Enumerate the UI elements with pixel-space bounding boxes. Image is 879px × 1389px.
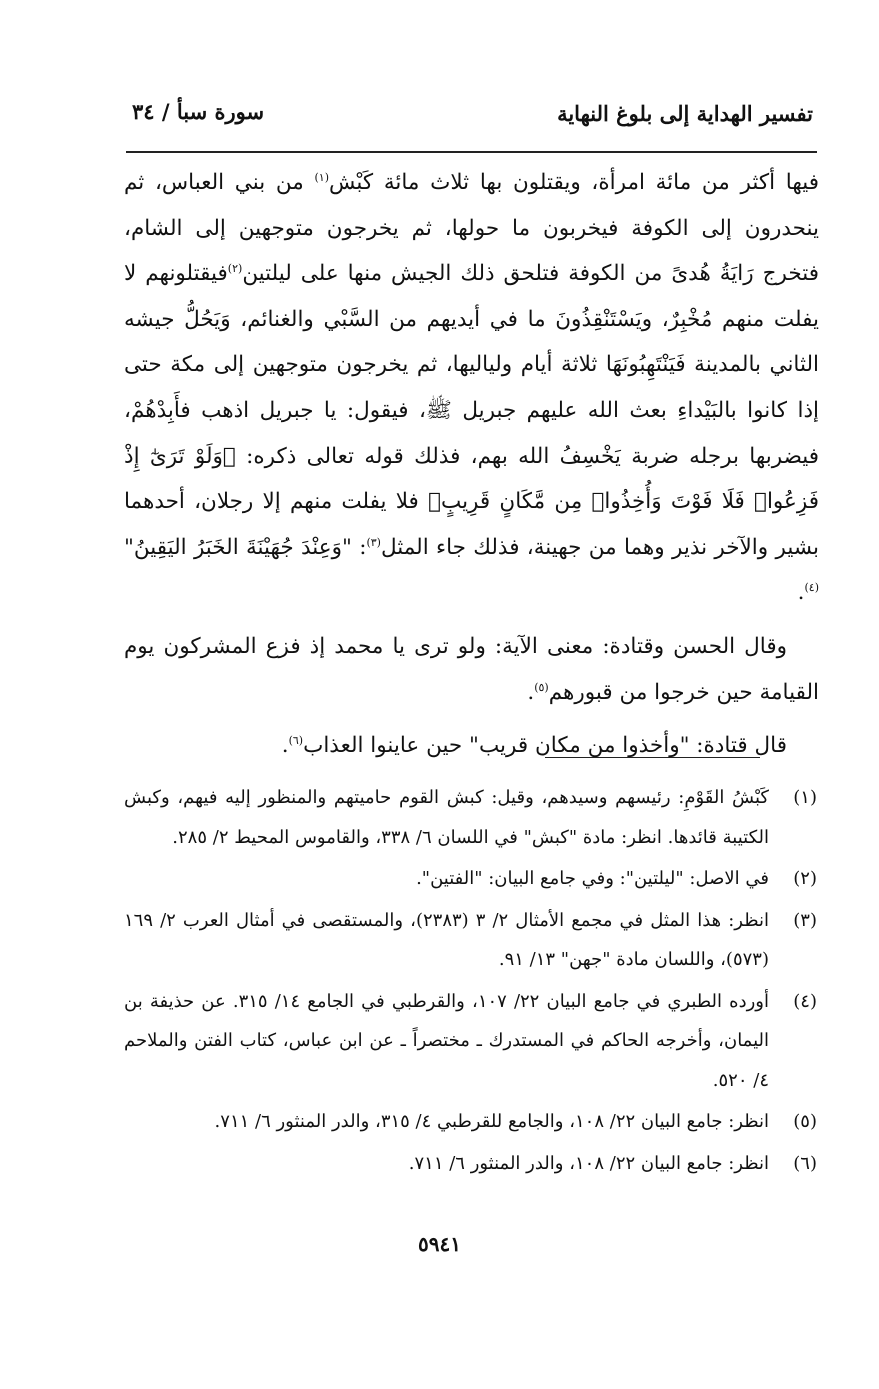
book-title: تفسير الهداية إلى بلوغ النهاية <box>557 101 813 126</box>
footnote-ref: (٦) <box>288 733 304 747</box>
text-run: فيقتلونهم لا يفلت منهم مُخْبِرٌ، ويَسْتَنْقِذُونَ ما في أيديهم من السَّبْي والغنائم، وَيَحُلُّ جيشه الثاني بالمدينة فَيَنْتَهِبُونَهَا ثلاثة أيام ولياليها، ثم يخرجون متوجهين إلى مكة حتى إذا كانوا بالبَيْداءِ بعث الله عليهم جبريل ﷺ، فيقول: يا جبريل اذهب فأَبِدْهُمْ، فيضربها برجله ضربة يَخْسِفُ الله بهم، فذلك قوله تعالى ذكره: <box>124 261 819 469</box>
footnote-text: أورده الطبري في جامع البيان ٢٢/ ١٠٧، والقرطبي في الجامع ١٤/ ٣١٥. عن حذيفة بن اليمان، وأخرجه الحاكم في المستدرك ـ مختصراً ـ عن ابن عباس، كتاب الفتن والملاحم ٤/ ٥٢٠. <box>124 990 769 1091</box>
paragraph-3 <box>124 723 819 769</box>
text-run: . <box>281 733 289 759</box>
footnote-separator <box>545 757 760 758</box>
footnote-text: في الاصل: "ليلتين": وفي جامع البيان: "الفتين". <box>416 868 769 889</box>
footnote-number: (٥) <box>793 1111 817 1132</box>
paragraph-2 <box>124 624 819 715</box>
running-header <box>126 93 817 153</box>
text-run: وقال الحسن وقتادة: معنى الآية: ولو ترى يا محمد إذ فزع المشركون يوم القيامة حين خرجوا من قبورهم <box>124 633 819 705</box>
page-number: ٥٩٤١ <box>418 1232 461 1256</box>
text-run: من بني العباس، ثم ينحدرون إلى الكوفة فيخربون ما حولها، ثم يخرجون متوجهين إلى الشام، فتخرج رَايَةُ هُدىً من الكوفة فتلحق ذلك الجيش منها على ليلتين <box>124 170 819 287</box>
footnote <box>124 778 817 857</box>
footnote-number: (٣) <box>793 909 817 931</box>
footnote <box>124 1102 817 1142</box>
footnote-number: (١) <box>793 787 817 808</box>
quran-verse: ﴿وَلَوْ تَرَىٰٓ إِذْ فَزِعُوا۟ فَلَا فَوْتَ وَأُخِذُوا۟ مِن مَّكَانٍ قَرِيبٍ﴾ <box>124 443 819 515</box>
text-run: . <box>527 679 535 705</box>
footnote-ref: (٣) <box>366 535 381 549</box>
footnote-text: انظر: هذا المثل في مجمع الأمثال ٢/ ٣ (٢٣٨٣)، والمستقصى في أمثال العرب ٢/ ١٦٩ (٥٧٣)، واللسان مادة "جهن" ١٣/ ٩١. <box>124 909 769 970</box>
footnote-ref: (٤) <box>804 581 819 595</box>
footnote-text: كَبْشُ القَوْمِ: رئيسهم وسيدهم، وقيل: كبش القوم حاميتهم والمنظور إليه فيهم، وكبش الكتيبة قائدها. انظر: مادة "كبش" في اللسان ٦/ ٣٣٨، والقاموس المحيط ٢/ ٢٨٥. <box>124 787 769 848</box>
footnote-ref: (١) <box>314 170 329 184</box>
footnote <box>124 859 817 899</box>
footnote-ref: (٢) <box>227 262 243 276</box>
footnote <box>124 982 817 1101</box>
text-run: فلا يفلت منهم إلا رجلان، أحدهما بشير والآخر نذير وهما من جهينة، فذلك جاء المثل <box>124 489 819 560</box>
text-run: . <box>797 580 805 606</box>
text-run: : "وَعِنْدَ جُهَيْنَةَ الخَبَرُ اليَقِينُ" <box>124 534 367 560</box>
text-run: قال قتادة: "وأخذوا من مكان قريب" حين عاينوا العذاب <box>303 733 787 759</box>
surah-label: سورة سبأ / ٣٤ <box>132 99 265 124</box>
footnotes <box>124 778 817 1185</box>
main-text <box>124 160 819 769</box>
paragraph-1 <box>124 160 819 616</box>
footnote-number: (٦) <box>793 1152 817 1174</box>
footnote-ref: (٥) <box>534 680 549 694</box>
footnote-number: (٤) <box>793 990 817 1012</box>
footnote-text: انظر: جامع البيان ٢٢/ ١٠٨، والجامع للقرطبي ٤/ ٣١٥، والدر المنثور ٦/ ٧١١. <box>214 1111 769 1132</box>
footnote-number: (٢) <box>793 868 817 889</box>
text-run: فيها أكثر من مائة امرأة، ويقتلون بها ثلاث مائة كَبْش <box>329 170 819 195</box>
footnote <box>124 901 817 980</box>
footnote-text: انظر: جامع البيان ٢٢/ ١٠٨، والدر المنثور ٦/ ٧١١. <box>408 1152 769 1174</box>
footnote <box>124 1144 817 1184</box>
